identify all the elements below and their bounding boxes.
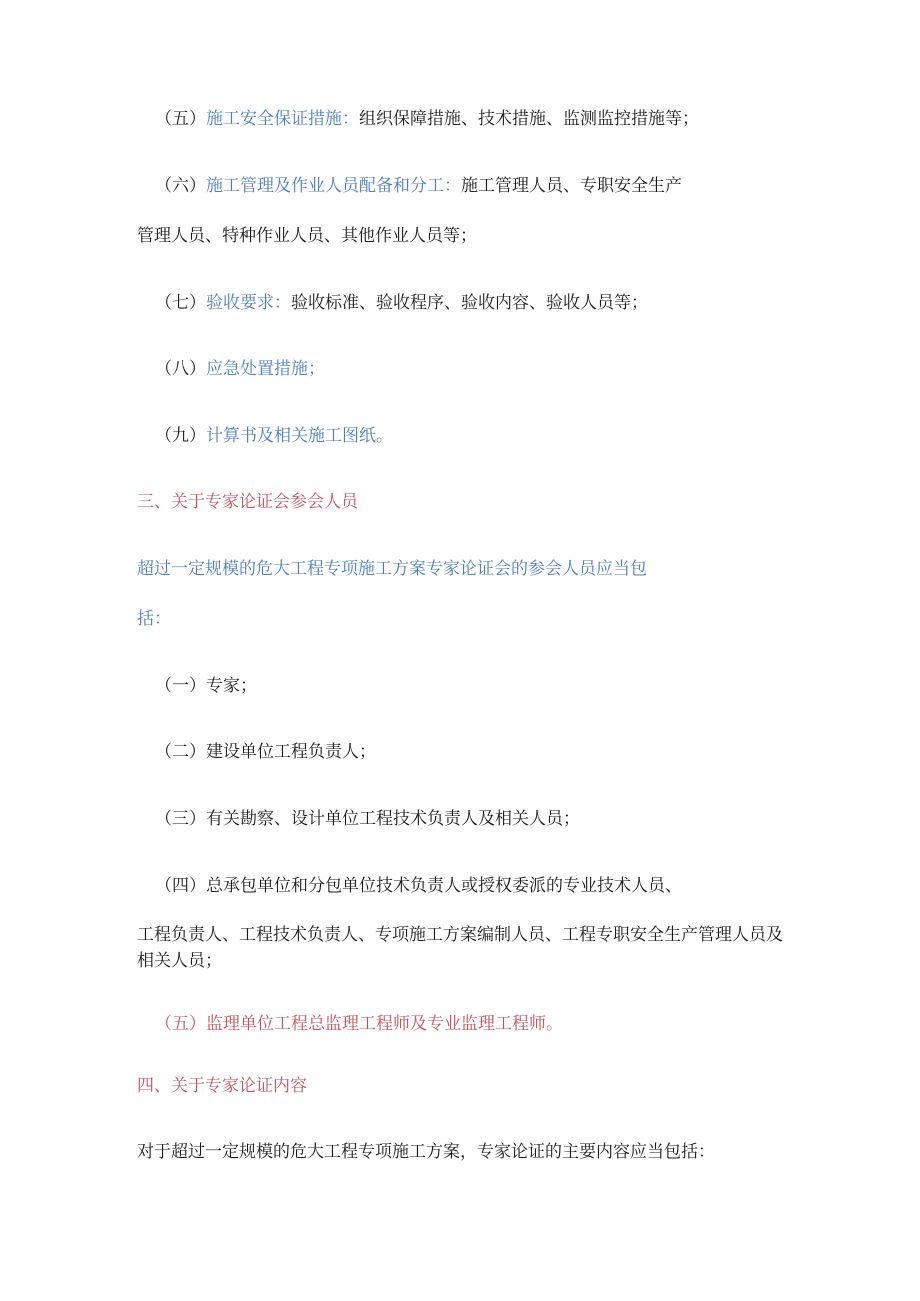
- item-5: [155, 107, 815, 131]
- item-8-term: 应急处置措施；: [206, 359, 325, 379]
- item-7: [155, 291, 815, 315]
- section-3-intro-continuation: 括：: [137, 609, 171, 629]
- participant-5: （五）监理单位工程总监理工程师及专业监理工程师。: [155, 1014, 563, 1034]
- item-5-text: 组织保障措施、技术措施、监测监控措施等；: [359, 109, 699, 129]
- item-7-number: （七）: [155, 293, 206, 313]
- item-6-term: 施工管理及作业人员配备和分工：: [206, 176, 461, 196]
- item-7-term: 验收要求：: [206, 293, 291, 313]
- item-6: [155, 174, 815, 198]
- item-9: [155, 424, 815, 448]
- section-3-heading: 三、关于专家论证会参会人员: [137, 492, 358, 512]
- item-6-continuation: 管理人员、特种作业人员、其他作业人员等；: [137, 226, 477, 246]
- item-6-number: （六）: [155, 176, 206, 196]
- item-6-text: 施工管理人员、专职安全生产: [461, 176, 682, 196]
- section-4-intro: 对于超过一定规模的危大工程专项施工方案，专家论证的主要内容应当包括：: [137, 1142, 715, 1162]
- item-5-term: 施工安全保证措施：: [206, 109, 359, 129]
- participant-2: （二）建设单位工程负责人；: [155, 742, 376, 762]
- section-4-heading: 四、关于专家论证内容: [137, 1076, 307, 1096]
- item-7-text: 验收标准、验收程序、验收内容、验收人员等；: [291, 293, 648, 313]
- section-3-intro: 超过一定规模的危大工程专项施工方案专家论证会的参会人员应当包: [137, 559, 647, 579]
- item-8: [155, 357, 815, 381]
- participant-3: （三）有关勘察、设计单位工程技术负责人及相关人员；: [155, 809, 580, 829]
- participant-1: （一）专家；: [155, 676, 257, 696]
- item-5-number: （五）: [155, 109, 206, 129]
- item-9-term: 计算书及相关施工图纸。: [206, 426, 393, 446]
- participant-4-continuation: 工程负责人、工程技术负责人、专项施工方案编制人员、工程专职安全生产管理人员及相关人员；: [137, 925, 783, 971]
- item-8-number: （八）: [155, 359, 206, 379]
- participant-4: （四）总承包单位和分包单位技术负责人或授权委派的专业技术人员、: [155, 876, 682, 896]
- item-9-number: （九）: [155, 426, 206, 446]
